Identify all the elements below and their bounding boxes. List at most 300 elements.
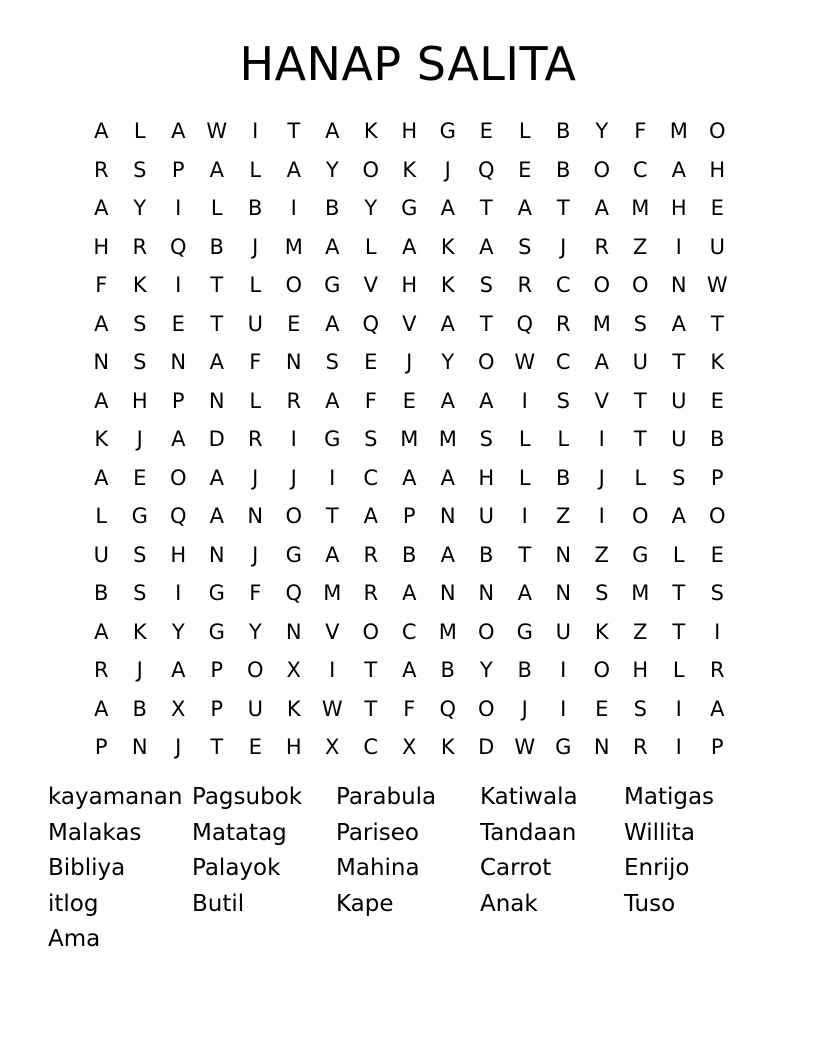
grid-letter: P	[171, 157, 185, 182]
grid-letter: R	[286, 388, 302, 413]
grid-letter: S	[672, 465, 686, 490]
grid-letter: E	[710, 196, 724, 221]
grid-letter: A	[517, 196, 532, 221]
grid-letter: O	[477, 696, 495, 721]
grid-letter: K	[440, 735, 455, 760]
grid-letter: A	[594, 196, 609, 221]
grid-letter: J	[444, 157, 451, 182]
grid-letter: L	[364, 234, 377, 259]
grid-letter: G	[516, 619, 533, 644]
grid-letter: T	[479, 196, 493, 221]
word-list-item: Katiwala	[480, 784, 578, 810]
grid-letter: H	[632, 658, 649, 683]
grid-letter: U	[671, 427, 687, 452]
word-list-item: Matigas	[624, 784, 715, 810]
word-list-item: Kape	[336, 890, 394, 917]
grid-letter: S	[325, 350, 339, 375]
grid-letter: A	[440, 542, 455, 567]
grid-letter: B	[248, 196, 263, 221]
grid-letter: Q	[169, 504, 187, 529]
grid-letter: G	[555, 735, 572, 760]
grid-letter: A	[94, 119, 109, 144]
word-list-item: Matatag	[192, 819, 287, 846]
grid-letter: E	[479, 119, 493, 144]
grid-letter: C	[363, 735, 379, 760]
grid-letter: N	[555, 542, 572, 567]
grid-letter: S	[133, 350, 147, 375]
grid-letter: M	[631, 196, 650, 221]
grid-row	[82, 343, 737, 382]
grid-letter: X	[402, 735, 417, 760]
grid-letter: I	[329, 658, 336, 683]
grid-letter: S	[595, 581, 609, 606]
grid-row	[82, 112, 737, 151]
grid-letter: J	[406, 350, 413, 375]
grid-letter: G	[439, 119, 456, 144]
grid-letter: I	[329, 465, 336, 490]
grid-letter: K	[94, 427, 109, 452]
word-list	[48, 780, 768, 958]
grid-letter: I	[290, 427, 297, 452]
grid-letter: N	[439, 581, 456, 606]
grid-letter: T	[518, 542, 532, 567]
grid-letter: W	[706, 273, 728, 298]
grid-letter: T	[325, 504, 339, 529]
grid-letter: N	[208, 388, 225, 413]
grid-letter: F	[403, 696, 416, 721]
grid-letter: J	[175, 735, 182, 760]
grid-letter: N	[93, 350, 110, 375]
grid-letter: A	[402, 658, 417, 683]
grid-letter: M	[284, 234, 303, 259]
grid-letter: S	[364, 427, 378, 452]
grid-letter: Y	[364, 196, 378, 221]
grid-letter: S	[556, 388, 570, 413]
grid-letter: O	[631, 273, 649, 298]
grid-letter: A	[671, 311, 686, 336]
grid-letter: R	[93, 658, 109, 683]
grid-letter: Q	[477, 157, 495, 182]
grid-letter: T	[633, 427, 647, 452]
grid-letter: M	[323, 581, 342, 606]
word-list-item: Anak	[480, 890, 538, 917]
grid-letter: L	[557, 427, 570, 452]
grid-letter: L	[518, 465, 531, 490]
grid-letter: L	[672, 542, 685, 567]
grid-letter: N	[670, 273, 687, 298]
grid-letter: U	[93, 542, 109, 567]
grid-row	[82, 228, 737, 267]
grid-letter: G	[324, 273, 341, 298]
grid-letter: G	[208, 581, 225, 606]
grid-letter: B	[556, 157, 571, 182]
grid-row	[82, 382, 737, 421]
grid-letter: E	[710, 542, 724, 567]
grid-letter: A	[94, 311, 109, 336]
grid-letter: H	[670, 196, 687, 221]
grid-letter: A	[440, 465, 455, 490]
grid-letter: Q	[516, 311, 534, 336]
grid-letter: B	[209, 234, 224, 259]
grid-letter: N	[170, 350, 187, 375]
grid-letter: E	[133, 465, 147, 490]
grid-row	[82, 690, 737, 729]
grid-letter: Y	[133, 196, 147, 221]
grid-letter: P	[710, 735, 724, 760]
grid-letter: P	[210, 696, 224, 721]
grid-letter: F	[364, 388, 377, 413]
grid-letter: Y	[595, 119, 609, 144]
grid-letter: J	[521, 696, 528, 721]
grid-letter: B	[325, 196, 340, 221]
grid-letter: A	[363, 504, 378, 529]
grid-letter: A	[209, 350, 224, 375]
grid-letter: T	[479, 311, 493, 336]
grid-row	[82, 536, 737, 575]
grid-letter: G	[208, 619, 225, 644]
grid-letter: M	[400, 427, 419, 452]
grid-letter: W	[514, 735, 536, 760]
grid-letter: T	[210, 735, 224, 760]
grid-letter: O	[631, 504, 649, 529]
grid-letter: T	[672, 619, 686, 644]
grid-letter: Y	[441, 350, 455, 375]
grid-letter: R	[93, 157, 109, 182]
grid-letter: K	[594, 619, 609, 644]
grid-letter: J	[252, 465, 259, 490]
grid-letter: U	[632, 350, 648, 375]
grid-letter: V	[594, 388, 609, 413]
grid-letter: W	[321, 696, 343, 721]
grid-letter: A	[479, 388, 494, 413]
grid-letter: Y	[171, 619, 185, 644]
grid-letter: M	[669, 119, 688, 144]
grid-letter: P	[210, 658, 224, 683]
grid-letter: Q	[169, 234, 187, 259]
word-list-item: Parabula	[336, 784, 437, 810]
grid-letter: R	[632, 735, 648, 760]
grid-row	[82, 728, 737, 767]
grid-letter: X	[286, 658, 301, 683]
grid-letter: T	[672, 350, 686, 375]
grid-letter: O	[477, 350, 495, 375]
grid-letter: S	[133, 542, 147, 567]
grid-letter: I	[521, 388, 528, 413]
grid-letter: A	[402, 465, 417, 490]
grid-letter: O	[708, 119, 726, 144]
grid-letter: K	[363, 119, 378, 144]
grid-letter: K	[440, 234, 455, 259]
grid-letter: N	[208, 542, 225, 567]
grid-letter: P	[94, 735, 108, 760]
grid-letter: V	[402, 311, 417, 336]
word-list-item: Enrijo	[624, 855, 690, 881]
grid-letter: A	[209, 504, 224, 529]
grid-letter: A	[286, 157, 301, 182]
grid-letter: K	[710, 350, 725, 375]
grid-letter: L	[249, 273, 262, 298]
grid-letter: O	[285, 504, 303, 529]
grid-letter: K	[132, 273, 147, 298]
grid-letter: L	[249, 157, 262, 182]
grid-letter: R	[709, 658, 725, 683]
grid-letter: S	[133, 581, 147, 606]
grid-letter: J	[136, 658, 143, 683]
grid-letter: A	[325, 388, 340, 413]
grid-letter: I	[560, 696, 567, 721]
grid-letter: T	[710, 311, 724, 336]
grid-letter: H	[170, 542, 187, 567]
grid-letter: S	[633, 311, 647, 336]
grid-letter: T	[210, 311, 224, 336]
grid-letter: M	[592, 311, 611, 336]
word-list-item: Palayok	[192, 855, 281, 881]
grid-letter: I	[252, 119, 259, 144]
grid-letter: K	[440, 273, 455, 298]
grid-letter: X	[171, 696, 186, 721]
grid-letter: H	[401, 273, 418, 298]
grid-letter: P	[402, 504, 416, 529]
grid-letter: N	[478, 581, 495, 606]
grid-letter: I	[175, 273, 182, 298]
grid-row	[82, 305, 737, 344]
grid-letter: J	[290, 465, 297, 490]
word-list-item: Mahina	[336, 855, 420, 881]
grid-letter: R	[517, 273, 533, 298]
grid-letter: G	[632, 542, 649, 567]
grid-letter: T	[287, 119, 301, 144]
grid-letter: U	[555, 619, 571, 644]
grid-letter: S	[479, 273, 493, 298]
word-list-item: Tandaan	[480, 819, 577, 846]
word-list-item: Butil	[192, 890, 245, 917]
grid-letter: A	[209, 157, 224, 182]
grid-letter: Z	[633, 234, 648, 259]
grid-letter: H	[285, 735, 302, 760]
grid-letter: I	[675, 735, 682, 760]
grid-letter: O	[477, 619, 495, 644]
grid-letter: A	[325, 311, 340, 336]
grid-letter: R	[363, 581, 379, 606]
grid-letter: B	[479, 542, 494, 567]
grid-letter: D	[478, 735, 495, 760]
grid-letter: I	[175, 581, 182, 606]
grid-letter: R	[132, 234, 148, 259]
grid-letter: I	[598, 504, 605, 529]
grid-letter: F	[249, 581, 262, 606]
grid-row	[82, 189, 737, 228]
grid-letter: A	[671, 157, 686, 182]
grid-letter: A	[402, 234, 417, 259]
grid-letter: Q	[285, 581, 303, 606]
grid-letter: S	[518, 234, 532, 259]
grid-letter: T	[364, 658, 378, 683]
grid-letter: O	[593, 658, 611, 683]
grid-letter: B	[556, 119, 571, 144]
grid-letter: L	[518, 119, 531, 144]
grid-letter: L	[95, 504, 108, 529]
grid-letter: A	[594, 350, 609, 375]
grid-letter: G	[401, 196, 418, 221]
word-list-item: kayamanan	[48, 784, 183, 810]
grid-letter: J	[252, 542, 259, 567]
grid-letter: N	[131, 735, 148, 760]
grid-letter: S	[133, 311, 147, 336]
grid-letter: O	[362, 157, 380, 182]
grid-letter: Z	[633, 619, 648, 644]
grid-letter: A	[94, 465, 109, 490]
grid-letter: T	[364, 696, 378, 721]
grid-letter: B	[440, 658, 455, 683]
grid-letter: L	[133, 119, 146, 144]
grid-letter: V	[325, 619, 340, 644]
grid-letter: A	[671, 504, 686, 529]
grid-letter: J	[136, 427, 143, 452]
grid-letter: M	[438, 619, 457, 644]
grid-letter: S	[710, 581, 724, 606]
page-title: HANAP SALITA	[239, 37, 577, 91]
grid-letter: K	[286, 696, 301, 721]
grid-letter: T	[556, 196, 570, 221]
grid-letter: F	[249, 350, 262, 375]
grid-letter: O	[285, 273, 303, 298]
grid-letter: A	[171, 658, 186, 683]
grid-letter: A	[94, 388, 109, 413]
grid-letter: A	[440, 388, 455, 413]
grid-letter: Y	[479, 658, 493, 683]
word-list-item: Pariseo	[336, 819, 419, 846]
grid-letter: N	[285, 619, 302, 644]
grid-letter: U	[478, 504, 494, 529]
grid-letter: F	[95, 273, 108, 298]
grid-letter: A	[325, 542, 340, 567]
grid-letter: U	[671, 388, 687, 413]
grid-row	[82, 266, 737, 305]
grid-letter: W	[206, 119, 228, 144]
grid-letter: M	[631, 581, 650, 606]
grid-row	[82, 420, 737, 459]
grid-letter: T	[633, 388, 647, 413]
grid-row	[82, 651, 737, 690]
grid-letter: J	[598, 465, 605, 490]
grid-letter: R	[247, 427, 263, 452]
grid-letter: R	[594, 234, 610, 259]
grid-letter: Y	[325, 157, 339, 182]
grid-row	[82, 497, 737, 536]
grid-letter: J	[252, 234, 259, 259]
word-list-item: Malakas	[48, 819, 142, 846]
grid-letter: O	[362, 619, 380, 644]
grid-letter: N	[247, 504, 264, 529]
grid-letter: A	[94, 696, 109, 721]
grid-letter: Q	[439, 696, 457, 721]
grid-letter: A	[710, 696, 725, 721]
grid-letter: A	[209, 465, 224, 490]
grid-letter: N	[555, 581, 572, 606]
grid-letter: I	[290, 196, 297, 221]
grid-letter: E	[595, 696, 609, 721]
grid-letter: E	[710, 388, 724, 413]
grid-letter: A	[402, 581, 417, 606]
grid-letter: O	[246, 658, 264, 683]
grid-row	[82, 613, 737, 652]
grid-letter: D	[208, 427, 225, 452]
grid-letter: A	[94, 619, 109, 644]
grid-letter: I	[560, 658, 567, 683]
grid-letter: H	[709, 157, 726, 182]
grid-row	[82, 151, 737, 190]
grid-letter: O	[708, 504, 726, 529]
grid-letter: I	[521, 504, 528, 529]
grid-letter: I	[675, 696, 682, 721]
grid-letter: X	[325, 735, 340, 760]
grid-letter: C	[555, 350, 571, 375]
grid-letter: A	[94, 196, 109, 221]
grid-letter: A	[517, 581, 532, 606]
grid-letter: L	[634, 465, 647, 490]
grid-letter: C	[401, 619, 417, 644]
grid-row	[82, 574, 737, 613]
grid-letter: A	[325, 119, 340, 144]
grid-letter: I	[675, 234, 682, 259]
grid-letter: I	[714, 619, 721, 644]
grid-letter: N	[285, 350, 302, 375]
grid-letter: H	[93, 234, 110, 259]
grid-letter: E	[287, 311, 301, 336]
grid-letter: O	[593, 273, 611, 298]
grid-letter: Z	[556, 504, 571, 529]
word-list-item: Carrot	[480, 855, 552, 881]
grid-letter: O	[169, 465, 187, 490]
grid-letter: G	[285, 542, 302, 567]
grid-letter: P	[710, 465, 724, 490]
grid-letter: A	[440, 311, 455, 336]
grid-letter: L	[672, 658, 685, 683]
grid-letter: R	[363, 542, 379, 567]
grid-letter: A	[171, 119, 186, 144]
word-list-item: Bibliya	[48, 855, 126, 881]
grid-letter: C	[363, 465, 379, 490]
grid-letter: N	[439, 504, 456, 529]
grid-letter: L	[210, 196, 223, 221]
grid-letter: L	[518, 427, 531, 452]
grid-letter: Q	[362, 311, 380, 336]
grid-letter: H	[131, 388, 148, 413]
grid-letter: E	[402, 388, 416, 413]
grid-letter: B	[556, 465, 571, 490]
grid-letter: P	[171, 388, 185, 413]
grid-letter: S	[133, 157, 147, 182]
grid-letter: B	[402, 542, 417, 567]
grid-letter: R	[555, 311, 571, 336]
grid-letter: W	[514, 350, 536, 375]
grid-letter: L	[249, 388, 262, 413]
word-list-item: Tuso	[624, 890, 676, 917]
grid-letter: I	[175, 196, 182, 221]
grid-letter: B	[517, 658, 532, 683]
word-list-item: itlog	[48, 890, 99, 917]
grid-letter: G	[324, 427, 341, 452]
word-list-item: Pagsubok	[192, 784, 303, 810]
grid-letter: I	[598, 427, 605, 452]
grid-letter: F	[634, 119, 647, 144]
grid-letter: O	[593, 157, 611, 182]
grid-letter: H	[478, 465, 495, 490]
grid-letter: C	[555, 273, 571, 298]
grid-letter: T	[210, 273, 224, 298]
word-list-item: Willita	[624, 819, 695, 846]
grid-letter: B	[94, 581, 109, 606]
